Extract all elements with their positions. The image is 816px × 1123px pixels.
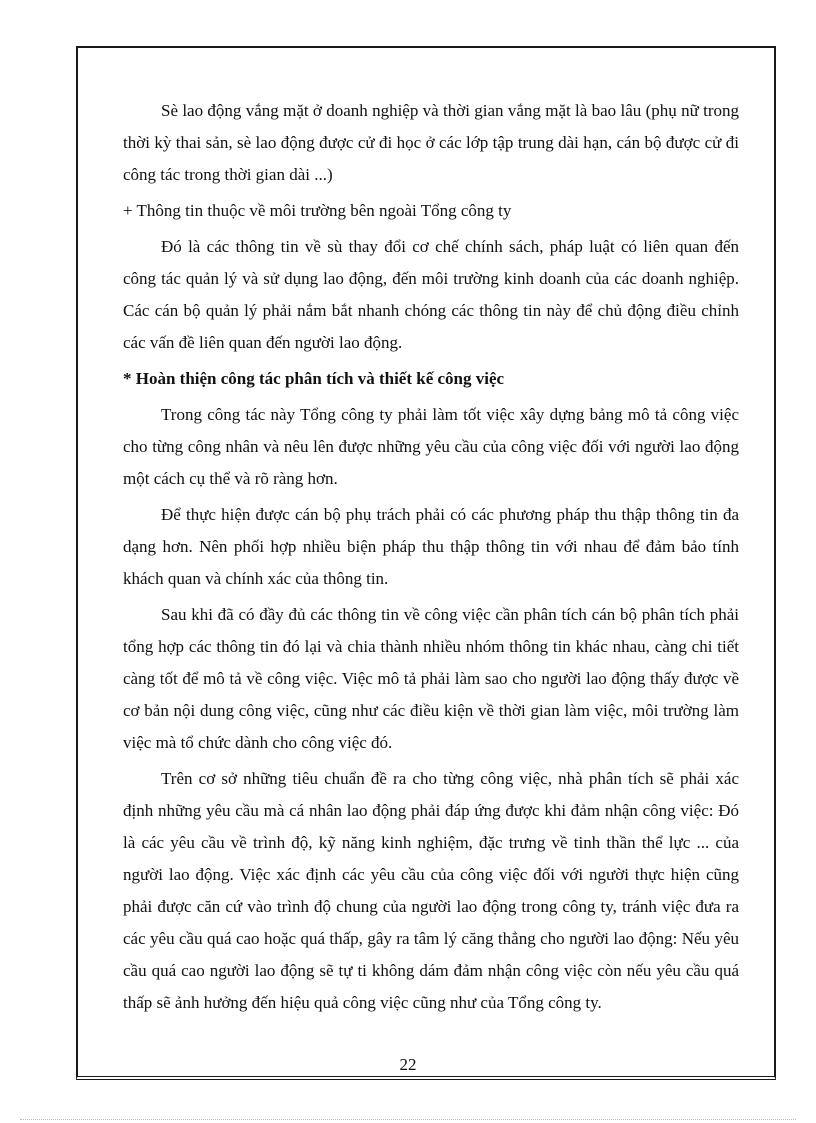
page-bottom-divider — [20, 1119, 796, 1120]
paragraph-absence: Sè lao động vắng mặt ở doanh nghiệp và thời gian vắng mặt là bao lâu (phụ nữ trong thời kỳ thai sản, sè lao động được cử đi học ở các lớp tập trung dài hạn, cán bộ được cử đi công tác trong thời gian dài ...) — [123, 101, 739, 184]
paragraph-external-info: + Thông tin thuộc về môi trường bên ngoài Tổng công ty — [123, 201, 512, 220]
paragraph-policy-changes: Đó là các thông tin về sù thay đổi cơ chế chính sách, pháp luật có liên quan đến công tác quản lý và sử dụng lao động, đến môi trường kinh doanh của các doanh nghiệp. Các cán bộ quản lý phải nắm bắt nhanh chóng các thông tin này để chủ động điều chỉnh các vấn đề liên quan đến người lao động. — [123, 237, 739, 352]
page-number: 22 — [399, 1055, 417, 1074]
section-heading: * Hoàn thiện công tác phân tích và thiết kế công việc — [123, 369, 505, 388]
paragraph-analysis: Sau khi đã có đầy đủ các thông tin về công việc cần phân tích cán bộ phân tích phải tổng hợp các thông tin đó lại và chia thành nhiều nhóm thông tin khác nhau, càng chi tiết càng tốt để mô tả về công việc. Việc mô tả phải làm sao cho người lao động thấy được về cơ bản nội dung công việc, cũng như các điều kiện về thời gian làm việc, môi trường làm việc mà tổ chức dành cho công việc đó. — [123, 605, 739, 752]
document-body — [123, 95, 739, 1023]
paragraph-job-description: Trong công tác này Tổng công ty phải làm tốt việc xây dựng bảng mô tả công việc cho từng công nhân và nêu lên được những yêu cầu của công việc đối với người lao động một cách cụ thể và rõ ràng hơn. — [123, 405, 739, 488]
paragraph-data-collection: Để thực hiện được cán bộ phụ trách phải có các phương pháp thu thập thông tin đa dạng hơn. Nên phối hợp nhiều biện pháp thu thập thông tin với nhau để đảm bảo tính khách quan và chính xác của thông tin. — [123, 505, 739, 588]
paragraph-requirements: Trên cơ sở những tiêu chuẩn đề ra cho từng công việc, nhà phân tích sẽ phải xác định những yêu cầu mà cá nhân lao động phải đáp ứng được khi đảm nhận công việc: Đó là các yêu cầu về trình độ, kỹ năng kinh nghiệm, đặc trưng về tinh thần thể lực ... của người lao động. Việc xác định các yêu cầu của công việc đối với người thực hiện cũng phải được căn cứ vào trình độ chung của người lao động trong công ty, tránh việc đưa ra các yêu cầu quá cao hoặc quá thấp, gây ra tâm lý căng thẳng cho người lao động: Nếu yêu cầu quá cao người lao động sẽ tự ti không dám đảm nhận công việc còn nếu yêu cầu quá thấp sẽ ảnh hưởng đến hiệu quả công việc cũng như của Tổng công ty. — [123, 769, 739, 1012]
